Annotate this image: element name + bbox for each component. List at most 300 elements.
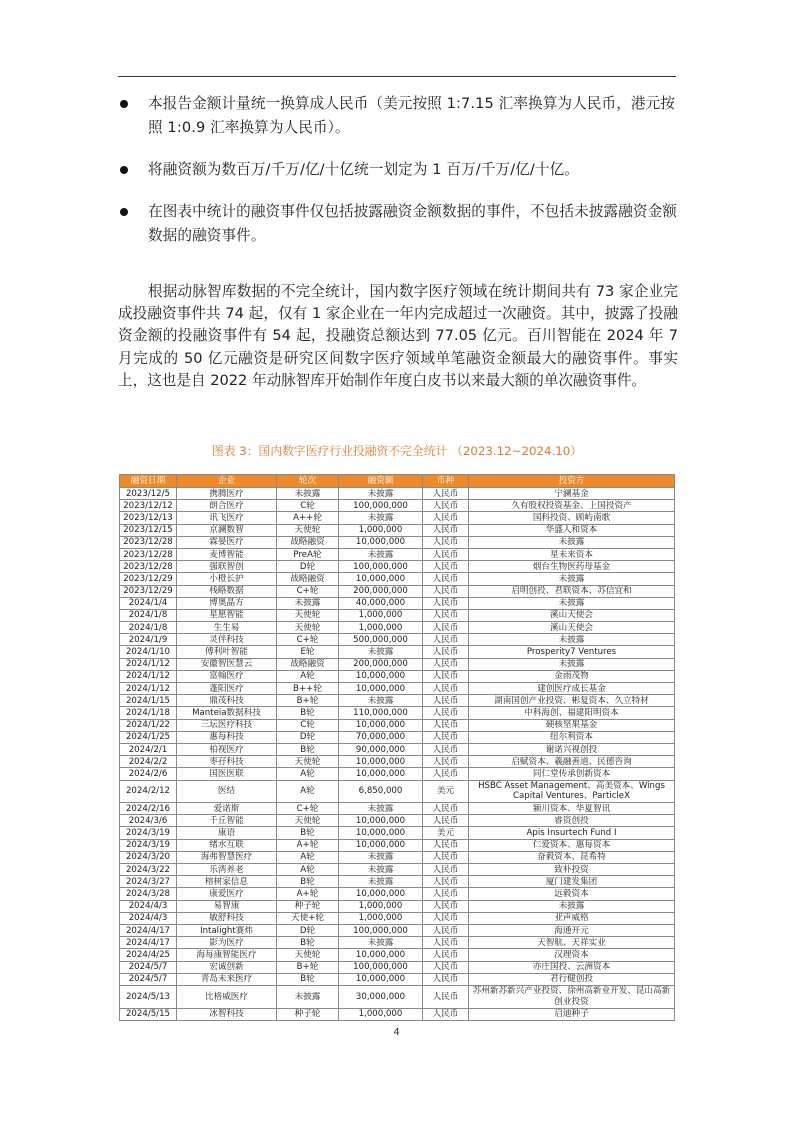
cell-date: 2024/1/25	[120, 731, 177, 743]
cell-round: 天使轮	[277, 815, 339, 827]
table-row	[120, 707, 675, 719]
cell-date: 2024/5/7	[120, 973, 177, 985]
cell-date: 2024/1/22	[120, 719, 177, 731]
cell-currency: 人民币	[423, 985, 469, 1008]
cell-amount: 10,000,000	[339, 573, 423, 585]
cell-company: 傅利叶智能	[177, 646, 277, 658]
page-number: 4	[393, 1027, 400, 1038]
header-rule	[118, 76, 676, 77]
cell-amount: 未披露	[339, 646, 423, 658]
cell-currency: 人民币	[423, 622, 469, 634]
cell-investors: 中科海创、福建阳明资本	[469, 707, 675, 719]
table-row	[120, 973, 675, 985]
cell-amount: 500,000,000	[339, 634, 423, 646]
note-text: 在图表中统计的融资事件仅包括披露融资金额数据的事件，不包括未披露融资金额数据的融资事件。	[148, 203, 677, 244]
cell-date: 2023/12/15	[120, 524, 177, 536]
cell-currency: 人民币	[423, 707, 469, 719]
cell-round: B+轮	[277, 695, 339, 707]
cell-investors: 未披露	[469, 573, 675, 585]
cell-currency: 人民币	[423, 609, 469, 621]
table-row	[120, 488, 675, 500]
cell-round: B轮	[277, 707, 339, 719]
cell-investors: 未披露	[469, 658, 675, 670]
cell-round: C+轮	[277, 585, 339, 597]
cell-amount: 10,000,000	[339, 973, 423, 985]
cell-round: E轮	[277, 646, 339, 658]
cell-date: 2024/4/17	[120, 924, 177, 936]
figure-caption: 图表 3：国内数字医疗行业投融资不完全统计 （2023.12~2024.10）	[211, 444, 583, 458]
cell-round: 天使轮	[277, 949, 339, 961]
cell-amount: 1,000,000	[339, 1008, 423, 1020]
cell-amount: 100,000,000	[339, 924, 423, 936]
cell-date: 2024/5/13	[120, 985, 177, 1008]
table-row	[120, 719, 675, 731]
cell-date: 2024/3/27	[120, 876, 177, 888]
cell-currency: 人民币	[423, 585, 469, 597]
cell-date: 2024/5/15	[120, 1008, 177, 1020]
cell-date: 2024/1/12	[120, 670, 177, 682]
cell-investors: 颍川资本、华夏智讯	[469, 803, 675, 815]
cell-currency: 人民币	[423, 658, 469, 670]
cell-date: 2023/12/29	[120, 585, 177, 597]
table-row	[120, 743, 675, 755]
cell-company: 青岛未来医疗	[177, 973, 277, 985]
cell-investors: 海通开元	[469, 924, 675, 936]
cell-investors: Apis Insurtech Fund I	[469, 827, 675, 839]
table-row	[120, 646, 675, 658]
cell-investors: 启赋资本、羲融善道、民德咨询	[469, 756, 675, 768]
cell-round: 天使轮	[277, 609, 339, 621]
cell-date: 2023/12/28	[120, 536, 177, 548]
cell-currency: 人民币	[423, 597, 469, 609]
cell-currency: 人民币	[423, 536, 469, 548]
cell-round: B轮	[277, 876, 339, 888]
cell-company: 灵伴科技	[177, 634, 277, 646]
cell-investors: 未披露	[469, 900, 675, 912]
cell-investors: 华盛人和资本	[469, 524, 675, 536]
cell-company: 小橙长护	[177, 573, 277, 585]
cell-round: D轮	[277, 731, 339, 743]
table-row	[120, 768, 675, 780]
cell-investors: 未披露	[469, 597, 675, 609]
column-header-date: 融资日期	[120, 475, 177, 488]
cell-date: 2024/4/3	[120, 900, 177, 912]
cell-round: 未披露	[277, 488, 339, 500]
cell-company: 富翰医疗	[177, 670, 277, 682]
cell-currency: 人民币	[423, 561, 469, 573]
cell-round: 天使+轮	[277, 912, 339, 924]
cell-date: 2024/2/1	[120, 743, 177, 755]
cell-date: 2024/2/12	[120, 780, 177, 803]
note-item	[118, 200, 678, 248]
cell-company: 枣孖科技	[177, 756, 277, 768]
cell-currency: 人民币	[423, 719, 469, 731]
cell-company: 博奥晶方	[177, 597, 277, 609]
cell-amount: 未披露	[339, 548, 423, 560]
cell-currency: 人民币	[423, 851, 469, 863]
cell-investors: 纽尔利资本	[469, 731, 675, 743]
cell-currency: 人民币	[423, 646, 469, 658]
table-row	[120, 500, 675, 512]
cell-amount: 10,000,000	[339, 756, 423, 768]
bullet-dot-icon	[120, 166, 128, 174]
cell-currency: 人民币	[423, 695, 469, 707]
cell-currency: 人民币	[423, 731, 469, 743]
cell-investors: 湖南国创产业投资、彬复资本、久立特材	[469, 695, 675, 707]
cell-amount: 200,000,000	[339, 658, 423, 670]
table-row	[120, 1008, 675, 1020]
cell-round: 战略融资	[277, 536, 339, 548]
cell-date: 2024/1/4	[120, 597, 177, 609]
cell-currency: 人民币	[423, 768, 469, 780]
table-row	[120, 815, 675, 827]
cell-company: 栈略数据	[177, 585, 277, 597]
cell-currency: 人民币	[423, 670, 469, 682]
cell-currency: 人民币	[423, 864, 469, 876]
cell-company: 安徽智医慧云	[177, 658, 277, 670]
cell-date: 2024/3/22	[120, 864, 177, 876]
cell-amount: 未披露	[339, 488, 423, 500]
cell-company: 冰智科技	[177, 1008, 277, 1020]
cell-date: 2023/12/28	[120, 548, 177, 560]
cell-investors: 君行健创投	[469, 973, 675, 985]
table-row	[120, 961, 675, 973]
cell-amount: 1,000,000	[339, 524, 423, 536]
cell-date: 2024/3/19	[120, 827, 177, 839]
table-row	[120, 622, 675, 634]
bullet-dot-icon	[120, 208, 128, 216]
table-row	[120, 876, 675, 888]
cell-investors: 远毅资本	[469, 888, 675, 900]
cell-company: 宏诚创新	[177, 961, 277, 973]
cell-investors: 奋毅资本、昆希特	[469, 851, 675, 863]
table-row	[120, 524, 675, 536]
cell-amount: 10,000,000	[339, 768, 423, 780]
cell-date: 2024/3/20	[120, 851, 177, 863]
table-row	[120, 864, 675, 876]
cell-currency: 人民币	[423, 683, 469, 695]
cell-amount: 10,000,000	[339, 888, 423, 900]
table-row	[120, 585, 675, 597]
cell-date: 2024/4/17	[120, 937, 177, 949]
cell-company: 携腾医疗	[177, 488, 277, 500]
table-row	[120, 731, 675, 743]
column-header-currency: 币种	[423, 475, 469, 488]
cell-investors: 苏州新苏新兴产业投资、徐州高新业开发、昆山高新创业投资	[469, 985, 675, 1008]
cell-amount: 1,000,000	[339, 900, 423, 912]
note-item	[118, 92, 678, 140]
cell-date: 2024/1/10	[120, 646, 177, 658]
cell-round: B轮	[277, 973, 339, 985]
cell-investors: 宁澜基金	[469, 488, 675, 500]
cell-amount: 110,000,000	[339, 707, 423, 719]
cell-company: 康语	[177, 827, 277, 839]
column-header-company: 企业	[177, 475, 277, 488]
cell-round: 天使轮	[277, 622, 339, 634]
cell-investors: HSBC Asset Management、高美资本、Wings Capital Ventures、ParticleX	[469, 780, 675, 803]
cell-currency: 人民币	[423, 888, 469, 900]
body-paragraph: 根据动脉智库数据的不完全统计，国内数字医疗领域在统计期间共有 73 家企业完成投融资事件共 74 起，仅有 1 家企业在一年内完成超过一次融资。其中，披露了投融资金额的投融资事件有 54 起，投融资总额达到 77.05 亿元。百川智能在 2024 年 7 月完成的 50 亿元融资是研究区间数字医疗领域单笔融资金额最大的融资事件。事实上，这也是自 2022 年动脉智库开始制作年度白皮书以来最大额的单次融资事件。	[118, 283, 678, 389]
cell-investors: 建创医疗成长基金	[469, 683, 675, 695]
table-row	[120, 827, 675, 839]
notes-list	[118, 92, 678, 266]
cell-date: 2024/1/15	[120, 695, 177, 707]
cell-round: 种子轮	[277, 1008, 339, 1020]
cell-investors: 未披露	[469, 536, 675, 548]
cell-currency: 人民币	[423, 634, 469, 646]
cell-round: B轮	[277, 743, 339, 755]
cell-currency: 人民币	[423, 803, 469, 815]
table-row	[120, 609, 675, 621]
cell-round: A轮	[277, 768, 339, 780]
cell-investors: 亚声威格	[469, 912, 675, 924]
cell-currency: 人民币	[423, 524, 469, 536]
cell-amount: 10,000,000	[339, 949, 423, 961]
cell-currency: 人民币	[423, 548, 469, 560]
cell-company: 千丘智能	[177, 815, 277, 827]
cell-amount: 未披露	[339, 864, 423, 876]
table-row	[120, 512, 675, 524]
cell-investors: 启迪种子	[469, 1008, 675, 1020]
cell-investors: 致朴投资	[469, 864, 675, 876]
cell-round: A轮	[277, 864, 339, 876]
cell-company: 爱诺斯	[177, 803, 277, 815]
table-row	[120, 573, 675, 585]
cell-amount: 未披露	[339, 937, 423, 949]
cell-date: 2024/2/6	[120, 768, 177, 780]
table-row	[120, 924, 675, 936]
cell-investors: 厦门建发集团	[469, 876, 675, 888]
cell-date: 2024/3/28	[120, 888, 177, 900]
table-row	[120, 803, 675, 815]
cell-round: 战略融资	[277, 573, 339, 585]
cell-investors: 启明创投、君联资本、苏信宜和	[469, 585, 675, 597]
cell-currency: 人民币	[423, 1008, 469, 1020]
cell-currency: 美元	[423, 827, 469, 839]
cell-company: 榕树家信息	[177, 876, 277, 888]
table-row	[120, 937, 675, 949]
table-header-row	[120, 475, 675, 488]
cell-currency: 人民币	[423, 949, 469, 961]
cell-date: 2023/12/13	[120, 512, 177, 524]
cell-amount: 1,000,000	[339, 609, 423, 621]
cell-investors: 星未来资本	[469, 548, 675, 560]
cell-round: 未披露	[277, 985, 339, 1008]
cell-round: A轮	[277, 780, 339, 803]
cell-date: 2024/4/3	[120, 912, 177, 924]
cell-company: 易智康	[177, 900, 277, 912]
cell-round: 未披露	[277, 597, 339, 609]
cell-amount: 40,000,000	[339, 597, 423, 609]
cell-amount: 30,000,000	[339, 985, 423, 1008]
table-row	[120, 851, 675, 863]
cell-round: C+轮	[277, 634, 339, 646]
cell-currency: 人民币	[423, 573, 469, 585]
cell-investors: 国科投资、顾屿南歌	[469, 512, 675, 524]
cell-company: 柏视医疗	[177, 743, 277, 755]
table-row	[120, 597, 675, 609]
cell-round: D轮	[277, 924, 339, 936]
cell-amount: 100,000,000	[339, 500, 423, 512]
cell-investors: 金雨茂物	[469, 670, 675, 682]
cell-currency: 人民币	[423, 815, 469, 827]
cell-round: C+轮	[277, 803, 339, 815]
note-text: 将融资额为数百万/千万/亿/十亿统一划定为 1 百万/千万/亿/十亿。	[148, 161, 580, 178]
cell-currency: 人民币	[423, 488, 469, 500]
cell-investors: 天智航、天祥实业	[469, 937, 675, 949]
cell-amount: 6,850,000	[339, 780, 423, 803]
cell-round: B++轮	[277, 683, 339, 695]
cell-round: A+轮	[277, 888, 339, 900]
cell-currency: 人民币	[423, 512, 469, 524]
cell-date: 2024/1/8	[120, 609, 177, 621]
cell-amount: 10,000,000	[339, 719, 423, 731]
cell-investors: 汉理资本	[469, 949, 675, 961]
cell-currency: 人民币	[423, 743, 469, 755]
table-row	[120, 670, 675, 682]
cell-amount: 70,000,000	[339, 731, 423, 743]
cell-currency: 美元	[423, 780, 469, 803]
cell-date: 2024/1/18	[120, 707, 177, 719]
cell-company: 影为医疗	[177, 937, 277, 949]
cell-investors: 溪山天使会	[469, 609, 675, 621]
cell-date: 2024/1/12	[120, 658, 177, 670]
cell-date: 2024/2/16	[120, 803, 177, 815]
financing-table	[119, 474, 675, 1021]
cell-amount: 10,000,000	[339, 536, 423, 548]
cell-amount: 10,000,000	[339, 839, 423, 851]
cell-company: 绪水互联	[177, 839, 277, 851]
table-row	[120, 900, 675, 912]
cell-round: PreA轮	[277, 548, 339, 560]
table-row	[120, 634, 675, 646]
cell-round: B+轮	[277, 961, 339, 973]
cell-amount: 未披露	[339, 512, 423, 524]
cell-round: A+轮	[277, 839, 339, 851]
cell-investors: 硬核坚果基金	[469, 719, 675, 731]
cell-company: 海弗智慧医疗	[177, 851, 277, 863]
cell-currency: 人民币	[423, 973, 469, 985]
cell-company: 星愿智能	[177, 609, 277, 621]
cell-company: 海每康智能医疗	[177, 949, 277, 961]
column-header-round: 轮次	[277, 475, 339, 488]
cell-company: 医结	[177, 780, 277, 803]
cell-investors: 同仁堂传承创新资本	[469, 768, 675, 780]
cell-date: 2024/1/9	[120, 634, 177, 646]
cell-investors: 未披露	[469, 634, 675, 646]
table-row	[120, 985, 675, 1008]
table-row	[120, 658, 675, 670]
cell-company: 麦博智能	[177, 548, 277, 560]
cell-investors: 溪山天使会	[469, 622, 675, 634]
cell-company: 生生易	[177, 622, 277, 634]
table-header	[120, 475, 675, 488]
cell-date: 2024/3/19	[120, 839, 177, 851]
cell-amount: 90,000,000	[339, 743, 423, 755]
cell-investors: 仁爱资本、惠每资本	[469, 839, 675, 851]
cell-amount: 100,000,000	[339, 961, 423, 973]
cell-company: 敏舒科技	[177, 912, 277, 924]
cell-round: A++轮	[277, 512, 339, 524]
cell-currency: 人民币	[423, 876, 469, 888]
cell-investors: 谢诺兴视创投	[469, 743, 675, 755]
cell-date: 2024/4/25	[120, 949, 177, 961]
cell-round: B轮	[277, 937, 339, 949]
cell-currency: 人民币	[423, 912, 469, 924]
cell-date: 2024/2/2	[120, 756, 177, 768]
table-row	[120, 695, 675, 707]
cell-amount: 10,000,000	[339, 815, 423, 827]
cell-date: 2024/5/7	[120, 961, 177, 973]
table-row	[120, 839, 675, 851]
cell-date: 2023/12/12	[120, 500, 177, 512]
cell-company: 朗合医疗	[177, 500, 277, 512]
cell-company: 强联智创	[177, 561, 277, 573]
cell-currency: 人民币	[423, 500, 469, 512]
cell-date: 2023/12/5	[120, 488, 177, 500]
cell-currency: 人民币	[423, 924, 469, 936]
cell-currency: 人民币	[423, 756, 469, 768]
cell-company: 惠每科技	[177, 731, 277, 743]
cell-company: 京澜数智	[177, 524, 277, 536]
cell-date: 2024/3/6	[120, 815, 177, 827]
column-header-investors: 投资方	[469, 475, 675, 488]
cell-company: 国医医联	[177, 768, 277, 780]
cell-company: 蓬阳医疗	[177, 683, 277, 695]
column-header-amount: 融资额	[339, 475, 423, 488]
table-row	[120, 912, 675, 924]
cell-currency: 人民币	[423, 900, 469, 912]
cell-amount: 1,000,000	[339, 622, 423, 634]
cell-company: Intalight赛炜	[177, 924, 277, 936]
table-row	[120, 536, 675, 548]
cell-investors: 久有股权投资基金、上国投资产	[469, 500, 675, 512]
note-text: 本报告金额计量统一换算成人民币（美元按照 1:7.15 汇率换算为人民币，港元按照 1:0.9 汇率换算为人民币）。	[148, 95, 675, 136]
cell-amount: 200,000,000	[339, 585, 423, 597]
cell-round: A轮	[277, 851, 339, 863]
cell-currency: 人民币	[423, 961, 469, 973]
cell-amount: 未披露	[339, 695, 423, 707]
cell-amount: 10,000,000	[339, 827, 423, 839]
cell-round: B轮	[277, 827, 339, 839]
cell-company: Manteia数据科技	[177, 707, 277, 719]
cell-round: 战略融资	[277, 658, 339, 670]
cell-date: 2023/12/28	[120, 561, 177, 573]
table-row	[120, 561, 675, 573]
cell-amount: 未披露	[339, 803, 423, 815]
cell-date: 2024/1/12	[120, 683, 177, 695]
table-row	[120, 548, 675, 560]
cell-amount: 未披露	[339, 876, 423, 888]
cell-round: C轮	[277, 500, 339, 512]
table-body	[120, 488, 675, 1021]
cell-round: D轮	[277, 561, 339, 573]
cell-amount: 未披露	[339, 851, 423, 863]
cell-date: 2024/1/8	[120, 622, 177, 634]
table-row	[120, 780, 675, 803]
cell-investors: 烟台生物医药母基金	[469, 561, 675, 573]
bullet-dot-icon	[120, 100, 128, 108]
cell-company: 比格威医疗	[177, 985, 277, 1008]
cell-company: 鼎茂科技	[177, 695, 277, 707]
cell-company: 讯飞医疗	[177, 512, 277, 524]
cell-company: 三坛医疗科技	[177, 719, 277, 731]
cell-company: 霖晏医疗	[177, 536, 277, 548]
table-row	[120, 756, 675, 768]
note-item	[118, 158, 678, 182]
table-row	[120, 683, 675, 695]
table-row	[120, 949, 675, 961]
